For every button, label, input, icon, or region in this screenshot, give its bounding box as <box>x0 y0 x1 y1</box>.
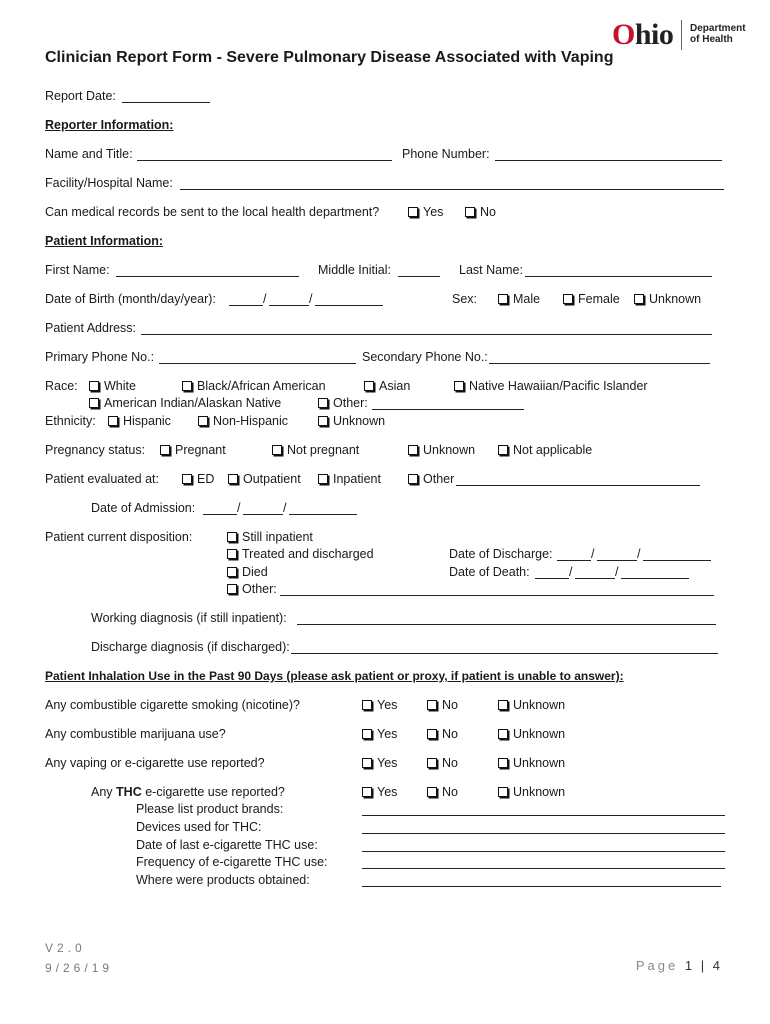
q-thc-no[interactable] <box>427 784 458 800</box>
checkbox[interactable] <box>427 700 437 710</box>
option-label: Unknown <box>513 727 566 741</box>
race-nhpi-option[interactable] <box>454 378 648 394</box>
death-sep-2: / <box>615 565 619 579</box>
q-cigarette: Any combustible cigarette smoking (nicotine)? <box>45 698 300 712</box>
checkbox[interactable] <box>498 758 508 768</box>
eval-ed-option[interactable] <box>182 471 214 487</box>
discharge-dx-label: Discharge diagnosis (if discharged): <box>91 640 290 654</box>
checkbox[interactable] <box>198 416 208 426</box>
last-use-label: Date of last e-cigarette THC use: <box>136 838 318 852</box>
working-dx-label: Working diagnosis (if still inpatient): <box>91 611 287 625</box>
checkbox[interactable] <box>318 474 328 484</box>
option-label: Yes <box>377 785 398 799</box>
treated-discharged-option[interactable] <box>227 546 374 562</box>
checkbox[interactable] <box>408 474 418 484</box>
dob-day-field[interactable] <box>269 305 309 306</box>
option-label: Treated and discharged <box>242 547 374 561</box>
option-label: Unknown <box>423 443 476 457</box>
option-label: No <box>442 756 458 770</box>
discharge-sep-1: / <box>591 547 595 561</box>
records-no-option[interactable] <box>465 204 496 220</box>
admission-year-field[interactable] <box>289 514 357 515</box>
discharge-dx-field[interactable] <box>291 653 718 654</box>
report-date-field[interactable] <box>122 102 210 103</box>
last-name-field[interactable] <box>525 276 712 277</box>
option-label: Outpatient <box>243 472 301 486</box>
death-day-field[interactable] <box>575 578 615 579</box>
last-use-field[interactable] <box>362 851 725 852</box>
discharge-year-field[interactable] <box>643 560 711 561</box>
option-label: Black/African American <box>197 379 326 393</box>
logo-divider <box>681 20 682 50</box>
ethnicity-unknown-option[interactable] <box>318 413 385 429</box>
page-current: 1 <box>684 958 695 973</box>
brands-field[interactable] <box>362 815 725 816</box>
inhalation-heading: Patient Inhalation Use in the Past 90 Days (please ask patient or proxy, if patient is unable to answer): <box>45 669 624 683</box>
q-vaping-no[interactable] <box>427 755 458 771</box>
admission-label: Date of Admission: <box>91 501 196 515</box>
logo-text: hio <box>634 18 674 51</box>
option-label: Unknown <box>513 756 566 770</box>
sex-female-option[interactable] <box>563 291 620 307</box>
address-label: Patient Address: <box>45 321 137 335</box>
option-label: No <box>442 727 458 741</box>
option-label: Yes <box>377 756 398 770</box>
option-label: Yes <box>377 727 398 741</box>
obtained-field[interactable] <box>362 886 721 887</box>
option-label: Still inpatient <box>242 530 313 544</box>
facility-label: Facility/Hospital Name: <box>45 176 173 190</box>
records-yes-option[interactable] <box>408 204 443 220</box>
option-label: Male <box>513 292 541 306</box>
footer-version: V2.0 <box>45 941 86 955</box>
logo-dept-line2: of Health <box>690 34 733 45</box>
checkbox[interactable] <box>318 416 328 426</box>
option-label: ED <box>197 472 215 486</box>
page-number <box>636 958 722 973</box>
race-label: Race: <box>45 379 78 393</box>
checkbox[interactable] <box>272 445 282 455</box>
option-label: Yes <box>423 205 444 219</box>
name-title-label: Name and Title: <box>45 147 133 161</box>
option-label: Female <box>578 292 620 306</box>
middle-initial-label: Middle Initial: <box>318 263 391 277</box>
option-label: No <box>442 698 458 712</box>
checkbox[interactable] <box>182 474 192 484</box>
checkbox[interactable] <box>427 787 437 797</box>
devices-field[interactable] <box>362 833 725 834</box>
q-marijuana-yes[interactable] <box>362 726 397 742</box>
logo-o-letter: O <box>612 18 635 51</box>
name-title-field[interactable] <box>137 160 392 161</box>
option-label: Unknown <box>513 785 566 799</box>
option-label: White <box>104 379 136 393</box>
checkbox[interactable] <box>160 445 170 455</box>
race-aian-option[interactable] <box>89 395 281 411</box>
q-vaping: Any vaping or e-cigarette use reported? <box>45 756 265 770</box>
death-sep-1: / <box>569 565 573 579</box>
option-label: Hispanic <box>123 414 171 428</box>
first-name-field[interactable] <box>116 276 299 277</box>
option-label: Other <box>423 472 455 486</box>
died-option[interactable] <box>227 564 268 580</box>
checkbox[interactable] <box>89 381 99 391</box>
patient-heading: Patient Information: <box>45 234 164 248</box>
q-marijuana: Any combustible marijuana use? <box>45 727 226 741</box>
q-marijuana-unknown[interactable] <box>498 726 565 742</box>
pregnancy-na-option[interactable] <box>498 442 592 458</box>
race-black-option[interactable] <box>182 378 326 394</box>
option-label: Non-Hispanic <box>213 414 289 428</box>
eval-outpatient-option[interactable] <box>228 471 301 487</box>
checkbox[interactable] <box>362 700 372 710</box>
primary-phone-field[interactable] <box>159 363 356 364</box>
sex-unknown-option[interactable] <box>634 291 701 307</box>
death-year-field[interactable] <box>621 578 689 579</box>
checkbox[interactable] <box>563 294 573 304</box>
page-title: Clinician Report Form - Severe Pulmonary Disease Associated with Vaping <box>45 49 614 66</box>
address-field[interactable] <box>141 334 712 335</box>
admission-month-field[interactable] <box>203 514 237 515</box>
frequency-field[interactable] <box>362 868 725 869</box>
race-other-field[interactable] <box>372 409 524 410</box>
checkbox[interactable] <box>498 729 508 739</box>
eval-other-option[interactable] <box>408 471 454 487</box>
discharge-day-field[interactable] <box>597 560 637 561</box>
death-date-label: Date of Death: <box>449 565 530 579</box>
frequency-label: Frequency of e-cigarette THC use: <box>136 855 328 869</box>
dob-label: Date of Birth (month/day/year): <box>45 292 216 306</box>
obtained-label: Where were products obtained: <box>136 873 310 887</box>
q-vaping-yes[interactable] <box>362 755 397 771</box>
q-marijuana-no[interactable] <box>427 726 458 742</box>
option-label: Died <box>242 565 268 579</box>
option-label: Inpatient <box>333 472 381 486</box>
q-thc-unknown[interactable] <box>498 784 565 800</box>
checkbox[interactable] <box>364 381 374 391</box>
page-sep: | <box>700 958 707 973</box>
evaluated-label: Patient evaluated at: <box>45 472 159 486</box>
option-label: American Indian/Alaskan Native <box>104 396 282 410</box>
disposition-label: Patient current disposition: <box>45 530 193 544</box>
q-cigarette-no[interactable] <box>427 697 458 713</box>
checkbox[interactable] <box>427 758 437 768</box>
brands-label: Please list product brands: <box>136 802 284 816</box>
first-name-label: First Name: <box>45 263 110 277</box>
discharge-month-field[interactable] <box>557 560 591 561</box>
option-label: Yes <box>377 698 398 712</box>
records-question: Can medical records be sent to the local health department? <box>45 205 380 219</box>
disposition-other-option[interactable] <box>227 581 277 597</box>
option-label: Other: <box>242 582 277 596</box>
checkbox[interactable] <box>227 567 237 577</box>
not-pregnant-option[interactable] <box>272 442 359 458</box>
eval-other-field[interactable] <box>456 485 700 486</box>
middle-initial-field[interactable] <box>398 276 440 277</box>
option-label: Unknown <box>333 414 386 428</box>
checkbox[interactable] <box>408 207 418 217</box>
checkbox[interactable] <box>498 787 508 797</box>
option-label: No <box>442 785 458 799</box>
facility-field[interactable] <box>180 189 724 190</box>
race-other-option[interactable] <box>318 395 368 411</box>
checkbox[interactable] <box>498 445 508 455</box>
disposition-other-field[interactable] <box>280 595 714 596</box>
death-month-field[interactable] <box>535 578 569 579</box>
checkbox[interactable] <box>408 445 418 455</box>
footer-date: 9/26/19 <box>45 961 114 975</box>
checkbox[interactable] <box>89 398 99 408</box>
page-label: Page <box>635 958 679 973</box>
checkbox[interactable] <box>228 474 238 484</box>
ohio-logo <box>612 18 673 52</box>
last-name-label: Last Name: <box>459 263 523 277</box>
dob-year-field[interactable] <box>315 305 383 306</box>
q-thc-post: e-cigarette use reported? <box>145 785 285 799</box>
admission-sep-1: / <box>237 501 241 515</box>
eval-inpatient-option[interactable] <box>318 471 381 487</box>
checkbox[interactable] <box>362 758 372 768</box>
q-thc <box>91 784 285 800</box>
sex-label: Sex: <box>452 292 478 306</box>
checkbox[interactable] <box>498 294 508 304</box>
checkbox[interactable] <box>454 381 464 391</box>
checkbox[interactable] <box>427 729 437 739</box>
ethnicity-hispanic-option[interactable] <box>108 413 171 429</box>
option-label: Unknown <box>513 698 566 712</box>
report-date-label: Report Date: <box>45 89 116 103</box>
option-label: No <box>480 205 496 219</box>
checkbox[interactable] <box>318 398 328 408</box>
secondary-phone-label: Secondary Phone No.: <box>362 350 488 364</box>
discharge-sep-2: / <box>637 547 641 561</box>
working-dx-field[interactable] <box>297 624 716 625</box>
checkbox[interactable] <box>182 381 192 391</box>
checkbox[interactable] <box>108 416 118 426</box>
option-label: Not applicable <box>513 443 593 457</box>
reporter-heading: Reporter Information: <box>45 118 174 132</box>
ethnicity-nonhispanic-option[interactable] <box>198 413 288 429</box>
dob-sep-1: / <box>263 292 267 306</box>
logo-dept-line1: Department <box>690 23 746 34</box>
q-thc-yes[interactable] <box>362 784 397 800</box>
secondary-phone-field[interactable] <box>489 363 710 364</box>
q-vaping-unknown[interactable] <box>498 755 565 771</box>
pregnancy-unknown-option[interactable] <box>408 442 475 458</box>
q-cigarette-yes[interactable] <box>362 697 397 713</box>
checkbox[interactable] <box>227 532 237 542</box>
phone-label: Phone Number: <box>402 147 490 161</box>
q-thc-pre: Any <box>91 785 113 799</box>
admission-day-field[interactable] <box>243 514 283 515</box>
dob-month-field[interactable] <box>229 305 263 306</box>
primary-phone-label: Primary Phone No.: <box>45 350 155 364</box>
checkbox[interactable] <box>362 787 372 797</box>
pregnancy-label: Pregnancy status: <box>45 443 146 457</box>
ethnicity-label: Ethnicity: <box>45 414 96 428</box>
option-label: Not pregnant <box>287 443 360 457</box>
page-total: 4 <box>712 958 722 973</box>
admission-sep-2: / <box>283 501 287 515</box>
q-thc-bold: THC <box>116 785 142 799</box>
option-label: Other: <box>333 396 368 410</box>
race-white-option[interactable] <box>89 378 136 394</box>
option-label: Unknown <box>649 292 702 306</box>
checkbox[interactable] <box>634 294 644 304</box>
option-label: Asian <box>379 379 411 393</box>
discharge-date-label: Date of Discharge: <box>449 547 553 561</box>
checkbox[interactable] <box>465 207 475 217</box>
pregnant-option[interactable] <box>160 442 226 458</box>
q-cigarette-unknown[interactable] <box>498 697 565 713</box>
dob-sep-2: / <box>309 292 313 306</box>
devices-label: Devices used for THC: <box>136 820 262 834</box>
checkbox[interactable] <box>227 549 237 559</box>
logo-department <box>690 23 746 45</box>
still-inpatient-option[interactable] <box>227 529 313 545</box>
phone-field[interactable] <box>495 160 722 161</box>
checkbox[interactable] <box>227 584 237 594</box>
checkbox[interactable] <box>362 729 372 739</box>
option-label: Pregnant <box>175 443 226 457</box>
checkbox[interactable] <box>498 700 508 710</box>
option-label: Native Hawaiian/Pacific Islander <box>469 379 648 393</box>
sex-male-option[interactable] <box>498 291 540 307</box>
race-asian-option[interactable] <box>364 378 410 394</box>
